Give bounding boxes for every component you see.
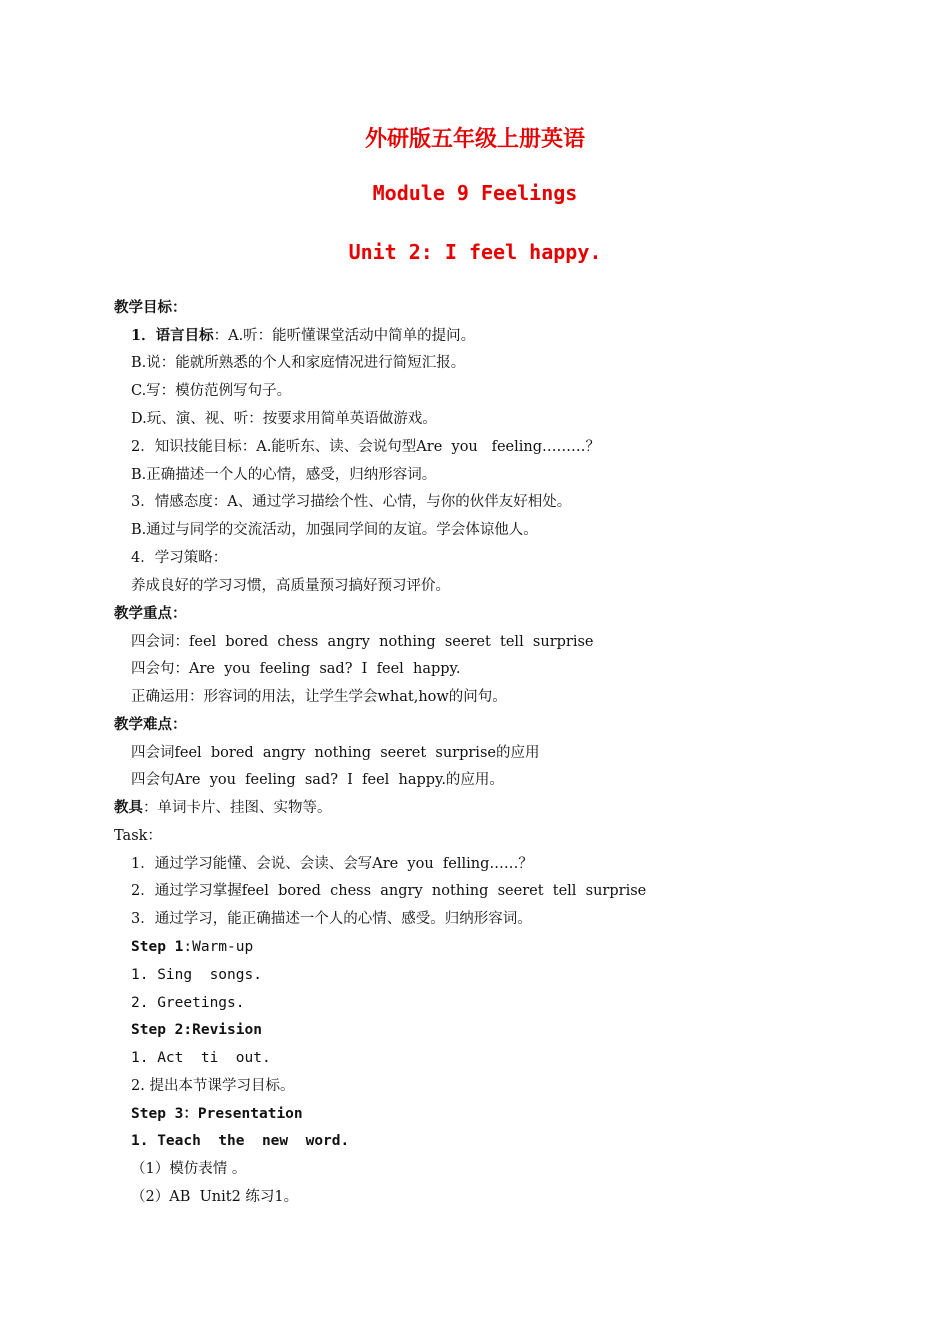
step1-label: Step 1	[131, 939, 184, 955]
objectives-heading: 教学目标：	[114, 299, 187, 316]
objective-speaking: B.说：能就所熟悉的个人和家庭情况进行简短汇报。	[131, 355, 466, 371]
step2-item: 1. Act ti out.	[131, 1050, 271, 1066]
step2-heading: Step 2:Revision	[131, 1022, 262, 1038]
key-words: 四会词：feel bored chess angry nothing seeret tell surprise	[131, 634, 594, 650]
key-points-heading: 教学重点：	[114, 605, 187, 622]
step1-item: 1. Sing songs.	[131, 967, 262, 983]
key-sentence: 四会句：Are you feeling sad? I feel happy.	[131, 661, 461, 677]
materials-text: ：单词卡片、挂图、实物等。	[143, 800, 332, 816]
unit-title: Unit 2: I feel happy.	[348, 240, 602, 264]
materials-line	[114, 798, 332, 818]
document-title: 外研版五年级上册英语	[364, 127, 585, 152]
objective-writing: C.写：模仿范例写句子。	[131, 383, 292, 399]
difficulties-heading: 教学难点：	[114, 716, 187, 733]
objective-attitude-b: B.通过与同学的交流活动，加强同学间的友谊。学会体谅他人。	[131, 522, 538, 538]
objective-skills: 2．知识技能目标：A.能听东、读、会说句型Are you feeling………？	[131, 439, 601, 455]
objective-language-text: ：A.听：能听懂课堂活动中简单的提问。	[213, 328, 476, 344]
materials-label: 教具	[114, 799, 143, 816]
step3-heading: Step 3：Presentation	[131, 1106, 303, 1122]
step1-heading	[131, 937, 253, 957]
task-item: 2．通过学习掌握feel bored chess angry nothing seeret tell surprise	[131, 883, 647, 899]
step2-item: 2. 提出本节课学习目标。	[131, 1078, 295, 1094]
difficulty-sentence: 四会句Are you feeling sad? I feel happy.的应用。	[131, 772, 504, 788]
step3-item: （2）AB Unit2 练习1。	[131, 1189, 299, 1205]
objective-attitude: 3．情感态度：A、通过学习描绘个性、心情，与你的伙伴友好相处。	[131, 494, 572, 510]
step1-item: 2. Greetings.	[131, 995, 245, 1011]
objective-strategy-text: 养成良好的学习习惯，高质量预习搞好预习评价。	[131, 578, 450, 594]
objective-language-label: 1．语言目标	[131, 327, 214, 344]
step1-text: :Warm-up	[183, 939, 254, 955]
objective-playing: D.玩、演、视、听：按要求用简单英语做游戏。	[131, 411, 437, 427]
step3-item: （1）模仿表情 。	[131, 1161, 247, 1177]
task-item: 1．通过学习能懂、会说、会读、会写Are you felling……？	[131, 856, 533, 872]
task-heading: Task：	[114, 828, 162, 844]
key-usage: 正确运用：形容词的用法，让学生学会what,how的问句。	[131, 689, 507, 705]
objective-skills-b: B.正确描述一个人的心情，感受，归纳形容词。	[131, 467, 437, 483]
step3-subheading: 1. Teach the new word.	[131, 1133, 350, 1149]
module-title: Module 9 Feelings	[372, 181, 578, 205]
difficulty-words: 四会词feel bored angry nothing seeret surprise的应用	[131, 745, 540, 761]
objective-strategy: 4．学习策略：	[131, 550, 228, 566]
task-item: 3．通过学习，能正确描述一个人的心情、感受。归纳形容词。	[131, 911, 532, 927]
objective-language	[131, 326, 475, 346]
